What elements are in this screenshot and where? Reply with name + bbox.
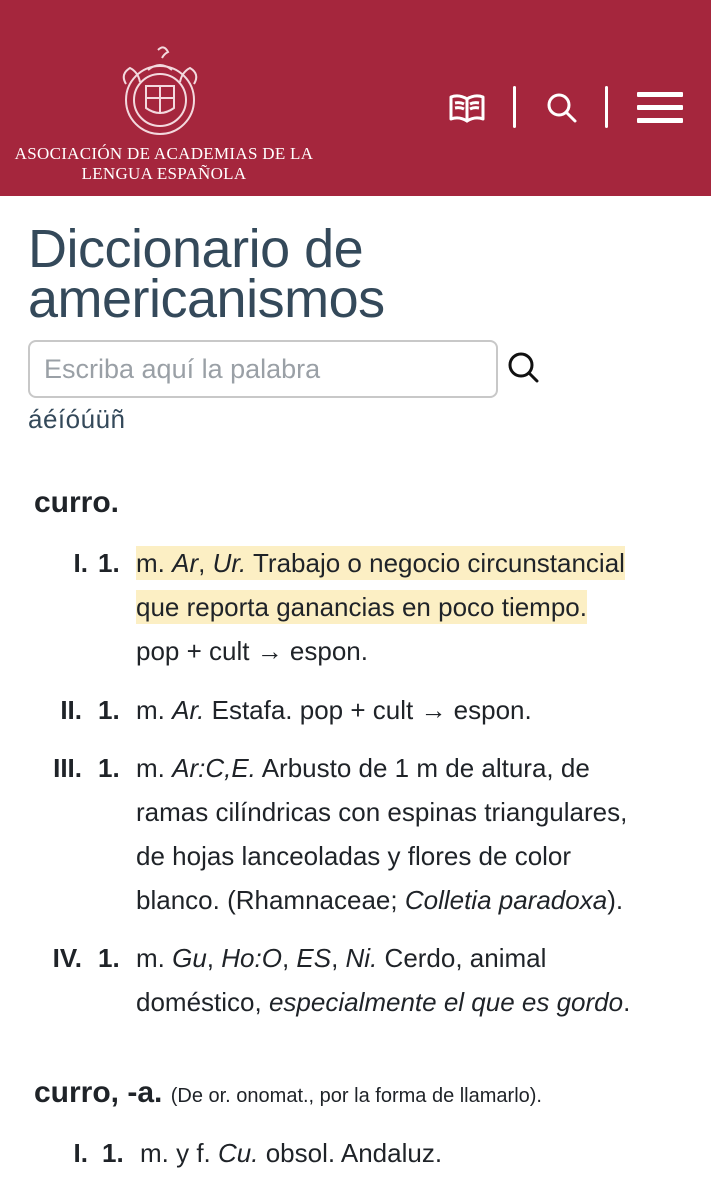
definition-line: blanco. (Rhamnaceae; Colletia paradoxa). [136,885,624,915]
definition-line: pop + cult → espon. [136,636,368,666]
sense-number: 1. [98,753,120,783]
site-header [0,0,711,196]
definition-line: m. Ar. Estafa. pop + cult → espon. [136,695,532,725]
search-input[interactable] [28,340,498,398]
sense-roman-numeral: I. [73,1138,88,1168]
book-icon [448,93,486,123]
search-icon [546,92,578,124]
page-title-line-1: Diccionario de [28,219,364,279]
definition-line: ramas cilíndricas con espinas triangulares, [136,797,628,827]
academy-logo[interactable] [14,40,314,190]
org-name-line-1: ASOCIACIÓN DE ACADEMIAS DE LA [14,144,314,163]
dictionary-book-button[interactable] [446,86,488,130]
header-search-button[interactable] [542,86,582,130]
header-separator [605,86,608,128]
definition-line: de hojas lanceoladas y flores de color [136,841,572,871]
definition-line: m. Gu, Ho:O, ES, Ni. Cerdo, animal [136,943,547,973]
sense-number: 1. [98,695,120,725]
sense-number: 1. [98,943,120,973]
academy-seal-icon [118,44,202,140]
search-submit-button[interactable] [506,350,542,386]
org-name-line-2: LENGUA ESPAÑOLA [81,164,247,183]
sense-number: 1. [98,548,120,578]
sense-roman-numeral: IV. [52,943,82,973]
definition-line: que reporta ganancias en poco tiempo. [136,592,587,622]
sense-roman-numeral: I. [73,548,88,578]
definition-line: m. y f. Cu. obsol. Andaluz. [140,1138,443,1168]
hamburger-menu-icon [637,91,683,125]
entry-headword: curro. [34,486,120,519]
entry-headword: curro, -a. (De or. onomat., por la forma de llamarlo). [34,1076,542,1109]
definition-line: m. Ar:C,E. Arbusto de 1 m de altura, de [136,753,590,783]
search-icon [506,350,540,384]
entry-etymology: (De or. onomat., por la forma de llamarlo). [170,1085,542,1107]
page-title [28,219,688,329]
definition-line: m. Ar, Ur. Trabajo o negocio circunstancial [136,548,625,578]
menu-button[interactable] [636,86,684,130]
sense-roman-numeral: II. [60,695,82,725]
sense-number: 1. [102,1138,124,1168]
definition-line: doméstico, especialmente el que es gordo. [136,987,631,1017]
sense-roman-numeral: III. [53,753,82,783]
header-separator [513,86,516,128]
page-title-line-2: americanismos [28,269,385,329]
special-characters[interactable]: áéíóúüñ [28,404,126,434]
